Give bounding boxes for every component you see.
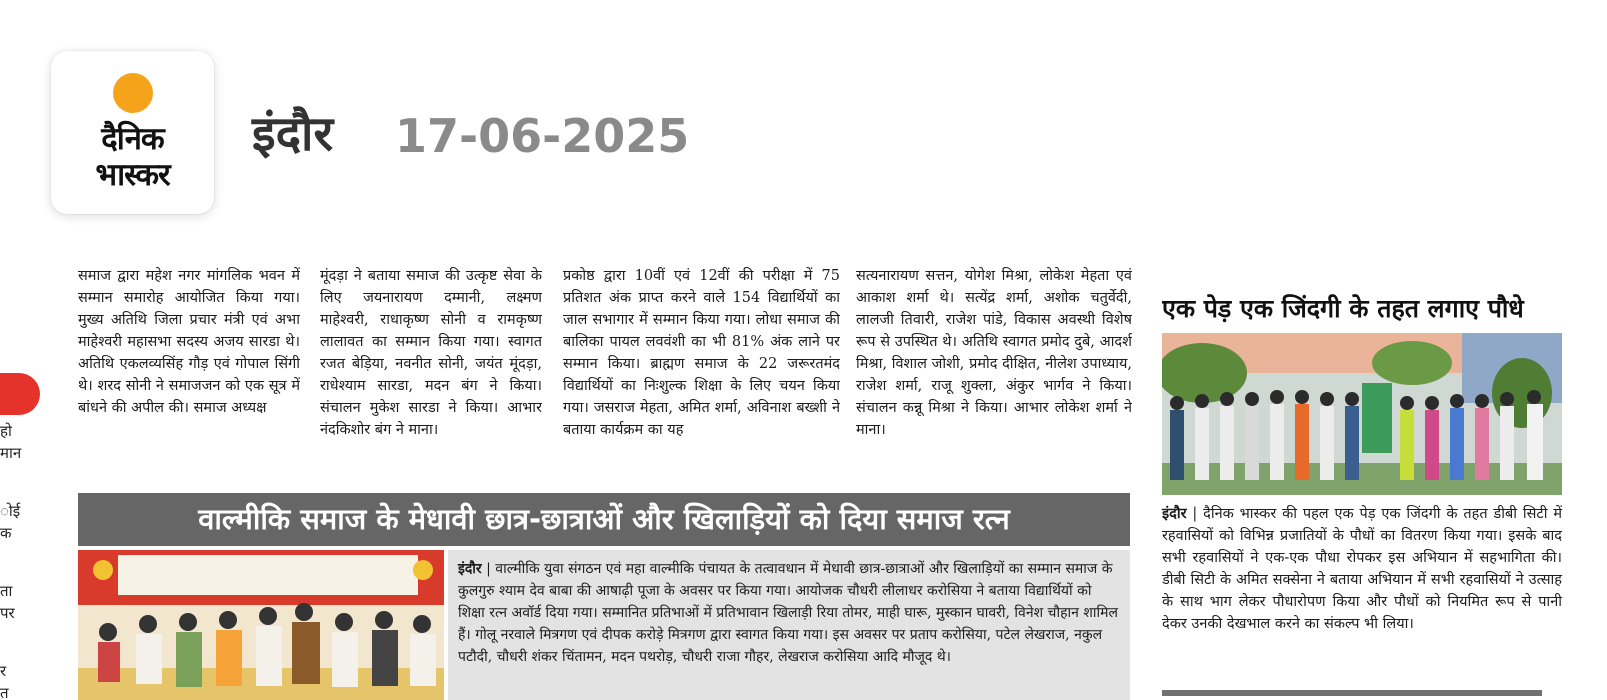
- right-story-body: [1162, 503, 1562, 635]
- logo-text-line1: दैनिक: [101, 121, 164, 157]
- edge-fragment: पर: [0, 604, 15, 622]
- main-story-body: [458, 558, 1120, 668]
- main-story-headline: वाल्मीकि समाज के मेधावी छात्र-छात्राओं और खिलाड़ियों को दिया समाज रत्न: [78, 493, 1130, 546]
- logo-text: [51, 121, 214, 193]
- main-story-body-box: [448, 550, 1130, 700]
- article-column-2: मूंदड़ा ने बताया समाज की उत्कृष्ट सेवा के लिए जयनारायण दम्मानी, लक्ष्मण माहेश्वरी, राधाकृष्ण सोनी व रामकृष्ण लालावत का सम्मान किया गया। स्वागत रजत बेड़िया, नवनीत सोनी, जयंत मूंदड़ा, राधेश्याम सारडा, मदन बंग ने किया। संचालन मुकेश सारडा ने किया। आभार नंदकिशोर बंग ने माना।: [320, 268, 542, 438]
- edge-fragment: मान: [0, 444, 22, 462]
- article-column-4: सत्यनारायण सत्तन, योगेश मिश्रा, लोकेश मेहता एवं आकाश शर्मा थे। सत्येंद्र शर्मा, अशोक चतुर्वेदी, लालजी तिवारी, राजेश पांडे, विकास अवस्थी विशेष रूप से उपस्थित थे। अतिथि स्वागत प्रमोद दुबे, आदर्श मिश्रा, विशाल जोशी, प्रमोद दीक्षित, नीलेश उपाध्याय, राजेश शर्मा, राजू शुक्ला, अंकुर भार्गव ने किया। संचालन कन्नू मिश्रा ने किया। आभार लोकेश शर्मा ने माना।: [856, 268, 1132, 438]
- ceremony-photo: [78, 550, 444, 700]
- next-headline-clipped: [1162, 690, 1542, 700]
- article-column-1: समाज द्वारा महेश नगर मांगलिक भवन में सम्मान समारोह आयोजित किया गया। मुख्य अतिथि जिला प्रचार मंत्री एवं अभा माहेश्वरी महासभा सदस्य अजय सारडा थे। अतिथि एकलव्यसिंह गौड़ एवं गोपाल सिंगी थे। शरद सोनी ने समाजजन को एक सूत्र में बांधने की अपील की। समाज अध्यक्ष: [78, 268, 300, 416]
- edge-fragment: ता: [0, 582, 13, 600]
- red-tab-marker: [0, 373, 40, 415]
- logo-text-line2: भास्कर: [95, 157, 170, 193]
- edge-fragment: ोई: [0, 502, 21, 520]
- edge-fragment: हो: [0, 422, 12, 440]
- newspaper-logo: [51, 51, 214, 214]
- plantation-photo: [1162, 333, 1562, 495]
- edge-fragment: त: [0, 684, 9, 700]
- edge-fragment: क: [0, 524, 12, 542]
- dateline: इंदौर: [458, 561, 482, 577]
- article-column-3: प्रकोष्ठ द्वारा 10वीं एवं 12वीं की परीक्षा में 75 प्रतिशत अंक प्राप्त करने वाले 154 विद्यार्थियों का जाल सभागार में सम्मान किया गया। लोधा समाज की बालिका पायल लववंशी का भी 81% अंक लाने पर सम्मान किया। ब्राह्मण समाज के 22 जरूरतमंद विद्यार्थियों का निःशुल्क शिक्षा के लिए चयन किया गया। जसराज मेहता, अमित शर्मा, अविनाश बख्शी ने बताया कार्यक्रम का यह: [563, 268, 840, 438]
- right-story-text: | दैनिक भास्कर की पहल एक पेड़ एक जिंदगी के तहत डीबी सिटी में रहवासियों को विभिन्न प्रजातियों के पौधों का वितरण किया गया। इसके बाद सभी रहवासियों ने एक-एक पौधा रोपकर इस अभियान में सहभागिता की। डीबी सिटी के अमित सक्सेना ने बताया अभियान में सभी रहवासियों ने उत्साह के साथ भाग लेकर पौधारोपण किया और पौधों को नियमित रूप से पानी देकर उनकी देखभाल करने का संकल्प भी लिया।: [1162, 506, 1562, 632]
- edition-city: इंदौर: [252, 106, 334, 162]
- dateline: इंदौर: [1162, 505, 1187, 522]
- right-story-headline: एक पेड़ एक जिंदगी के तहत लगाए पौधे: [1162, 294, 1524, 323]
- edge-fragment: र: [0, 662, 7, 680]
- edition-date: 17-06-2025: [395, 109, 690, 163]
- main-story-text: | वाल्मीकि युवा संगठन एवं महा वाल्मीकि पंचायत के तत्वावधान में मेधावी छात्र-छात्राओं और खिलाड़ियों का सम्मान समाज के कुलगुरु श्याम देव बाबा की आषाढ़ी पूजा के अवसर पर किया गया। आयोजक चौधरी लीलाधर करोसिया ने बताया विद्यार्थियों को शिक्षा रत्न अवॉर्ड दिया गया। सम्मानित प्रतिभाओं में प्रतिभावान खिलाड़ी रिया तोमर, माही घारू, मुस्कान घावरी, विनेश चौहान शामिल हैं। गोलू नरवाले मित्रगण एवं दीपक करोड़े मित्रगण द्वारा स्वागत किया गया। इस अवसर पर प्रताप करोसिया, पटेल लेखराज, नकुल पटौदी, चौधरी शंकर चिंतामन, मदन पथरोड़, चौधरी राजा गौहर, लेखराज करोसिया आदि मौजूद थे।: [458, 561, 1118, 665]
- sun-icon: [113, 73, 153, 113]
